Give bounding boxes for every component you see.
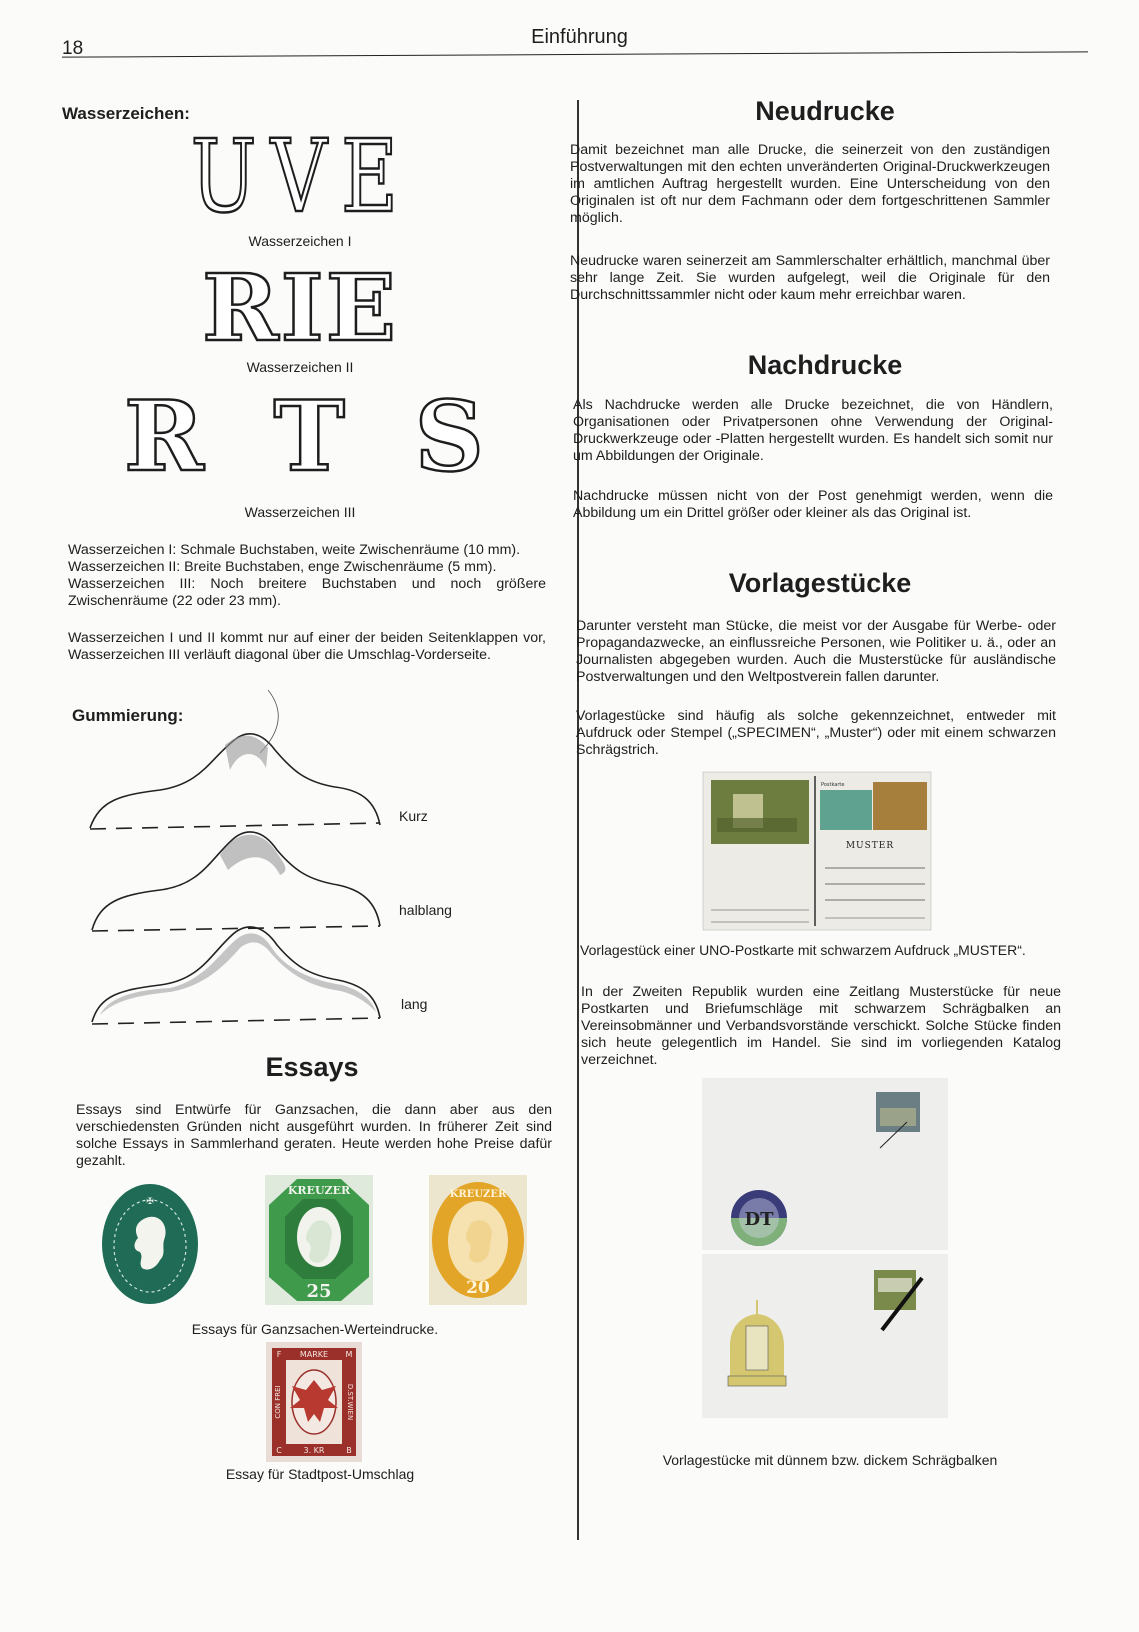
- essay-stamp-stadtpost-red: [266, 1342, 362, 1462]
- watermark-letter: R: [202, 254, 281, 362]
- svg-text:C: C: [276, 1446, 282, 1455]
- vorlagestuecke-heading: Vorlagestücke: [728, 568, 912, 598]
- postcard-label: Postkarte: [821, 782, 845, 788]
- essays-heading: Essays: [265, 1052, 359, 1082]
- neudrucke-heading: Neudrucke: [755, 96, 895, 126]
- watermark-descriptions: [68, 542, 546, 610]
- watermarks-heading: Wasserzeichen:: [62, 104, 190, 123]
- essay-stamp-octagon-green: [265, 1175, 373, 1305]
- stamp-inscription: KREUZER: [287, 1184, 351, 1197]
- gumming-label-short: Kurz: [399, 808, 428, 824]
- watermark-3-caption: Wasserzeichen III: [244, 504, 356, 520]
- uno-postcard-image: [703, 772, 931, 930]
- watermark-1-caption: Wasserzeichen I: [248, 233, 352, 249]
- envelopes-caption: Vorlagestücke mit dünnem bzw. dickem Schrägbalken: [662, 1452, 998, 1468]
- gumming-diagrams: [80, 690, 400, 1030]
- watermark-desc-3: Wasserzeichen III: Noch breitere Buchstaben und noch größere Zwischenräume (22 oder 23 mm).: [68, 576, 546, 609]
- neudrucke-paragraph-1: Damit bezeichnet man alle Drucke, die seinerzeit von den zuständigen Postverwaltungen mit den echten unveränderten Original-Druckwerkzeugen im amtlichen Auftrag hergestellt wurden. Eine Unterscheidung von den Originalen ist oft nur dem Fachmann oder dem fortgeschrittenen Sammler möglich.: [570, 142, 1050, 226]
- sample-envelopes-image: [702, 1078, 948, 1418]
- svg-text:CON FREI: CON FREI: [274, 1385, 282, 1419]
- watermark-letter: R: [124, 380, 204, 493]
- gumming-flap-long: [92, 927, 380, 1024]
- stamp-inscription-top: MARKE: [299, 1350, 329, 1359]
- envelope-thick-bar: [702, 1254, 948, 1418]
- envelope-thin-bar: [702, 1078, 948, 1250]
- nachdrucke-heading: Nachdrucke: [747, 350, 903, 380]
- envelope-logo-text: DT: [744, 1209, 774, 1230]
- svg-text:✠: ✠: [146, 1197, 154, 1207]
- stamp-value: 20: [466, 1278, 490, 1298]
- nachdrucke-paragraph-1: Als Nachdrucke werden alle Drucke bezeichnet, die von Händlern, Organisationen oder Privatpersonen ohne Verwendung der Original-Druckwerkzeuge oder -Platten hergestellt wurden. Es handelt sich somit nur um Abbildungen der Originale.: [573, 397, 1053, 464]
- vorlagestuecke-paragraph-2: Vorlagestücke sind häufig als solche gekennzeichnet, entweder mit Aufdruck oder Stempel („SPECIMEN“, „Muster“) oder mit einem schwarzen Schrägstrich.: [576, 708, 1056, 758]
- stamp-value: 25: [306, 1281, 332, 1302]
- watermark-desc-2: Wasserzeichen II: Breite Buchstaben, enge Zwischenräume (5 mm).: [68, 559, 497, 575]
- watermark-letter: V: [270, 118, 341, 235]
- gumming-flap-short: [90, 734, 380, 829]
- running-title: Einführung: [531, 26, 628, 48]
- watermark-2-letters: [180, 254, 420, 362]
- gumming-heading: Gummierung:: [72, 706, 184, 725]
- essay-stamp-round-orange: [429, 1175, 527, 1305]
- svg-text:F: F: [276, 1350, 282, 1359]
- watermark-1-letters: [190, 118, 412, 235]
- watermark-letter: I: [280, 254, 326, 362]
- postcard-caption: Vorlagestück einer UNO-Postkarte mit schwarzem Aufdruck „MUSTER“.: [580, 942, 1026, 958]
- zweite-republik-paragraph: In der Zweiten Republik wurden eine Zeitlang Musterstücke für neue Postkarten und Briefumschläge mit schwarzem Schrägbalken an Vereinsobmänner und Verbandsvorstände verschickt. Solche Stücke finden sich heute gelegentlich im Handel. Sie sind im vorliegenden Katalog verzeichnet.: [581, 984, 1061, 1068]
- svg-text:D.ST.WIEN: D.ST.WIEN: [346, 1383, 354, 1421]
- header-rule: [62, 51, 1088, 57]
- gumming-flap-half: [92, 832, 380, 931]
- watermark-letter: S: [414, 380, 484, 493]
- stamp-inscription: KREUZER: [449, 1189, 507, 1200]
- watermark-2-caption: Wasserzeichen II: [246, 359, 354, 375]
- watermark-3-letters: [124, 380, 484, 493]
- essay-stamp-oval-green: [98, 1180, 202, 1308]
- neudrucke-paragraph-2: Neudrucke waren seinerzeit am Sammlerschalter erhältlich, manchmal über sehr lange Zeit. Sie wurden aufgelegt, weil die Originale für den Durchschnittssammler nicht oder kaum mehr erreichbar waren.: [570, 253, 1050, 303]
- column-divider: [577, 100, 579, 1540]
- watermark-letter: T: [273, 380, 345, 493]
- watermark-letter: E: [340, 118, 412, 235]
- page-number: 18: [62, 38, 84, 59]
- essays-values-caption: Essays für Ganzsachen-Werteindrucke.: [191, 1321, 439, 1337]
- watermark-note: Wasserzeichen I und II kommt nur auf einer der beiden Seitenklappen vor, Wasserzeichen III verläuft diagonal über die Umschlag-Vorderseite.: [68, 630, 546, 663]
- svg-text:B: B: [346, 1446, 352, 1455]
- svg-text:M: M: [345, 1350, 353, 1359]
- nachdrucke-paragraph-2: Nachdrucke müssen nicht von der Post genehmigt werden, wenn die Abbildung um ein Drittel größer oder kleiner als das Original ist.: [573, 488, 1053, 521]
- stadtpost-caption: Essay für Stadtpost-Umschlag: [225, 1466, 415, 1482]
- postcard-muster-overprint: MUSTER: [845, 841, 895, 851]
- svg-text:3. KR: 3. KR: [303, 1446, 325, 1455]
- watermark-desc-1: Wasserzeichen I: Schmale Buchstaben, weite Zwischenräume (10 mm).: [68, 542, 521, 558]
- watermark-letter: E: [325, 254, 398, 362]
- vorlagestuecke-paragraph-1: Darunter versteht man Stücke, die meist vor der Ausgabe für Werbe- oder Propagandazwecke, an einflussreiche Personen, wie Politiker u. ä., oder an Journalisten abgegeben wurden. Auch die Musterstücke für ausländische Postverwaltungen und den Weltpostverein fallen darunter.: [576, 618, 1056, 685]
- gumming-label-half: halblang: [399, 902, 452, 918]
- gumming-label-long: lang: [401, 996, 428, 1012]
- essays-text: Essays sind Entwürfe für Ganzsachen, die dann aber aus den verschiedensten Gründen nicht ausgeführt wurden. In früherer Zeit sind solche Essays in Sammlerhand geraten. Heute werden hohe Preise dafür gezahlt.: [76, 1102, 552, 1169]
- watermark-letter: U: [190, 118, 271, 235]
